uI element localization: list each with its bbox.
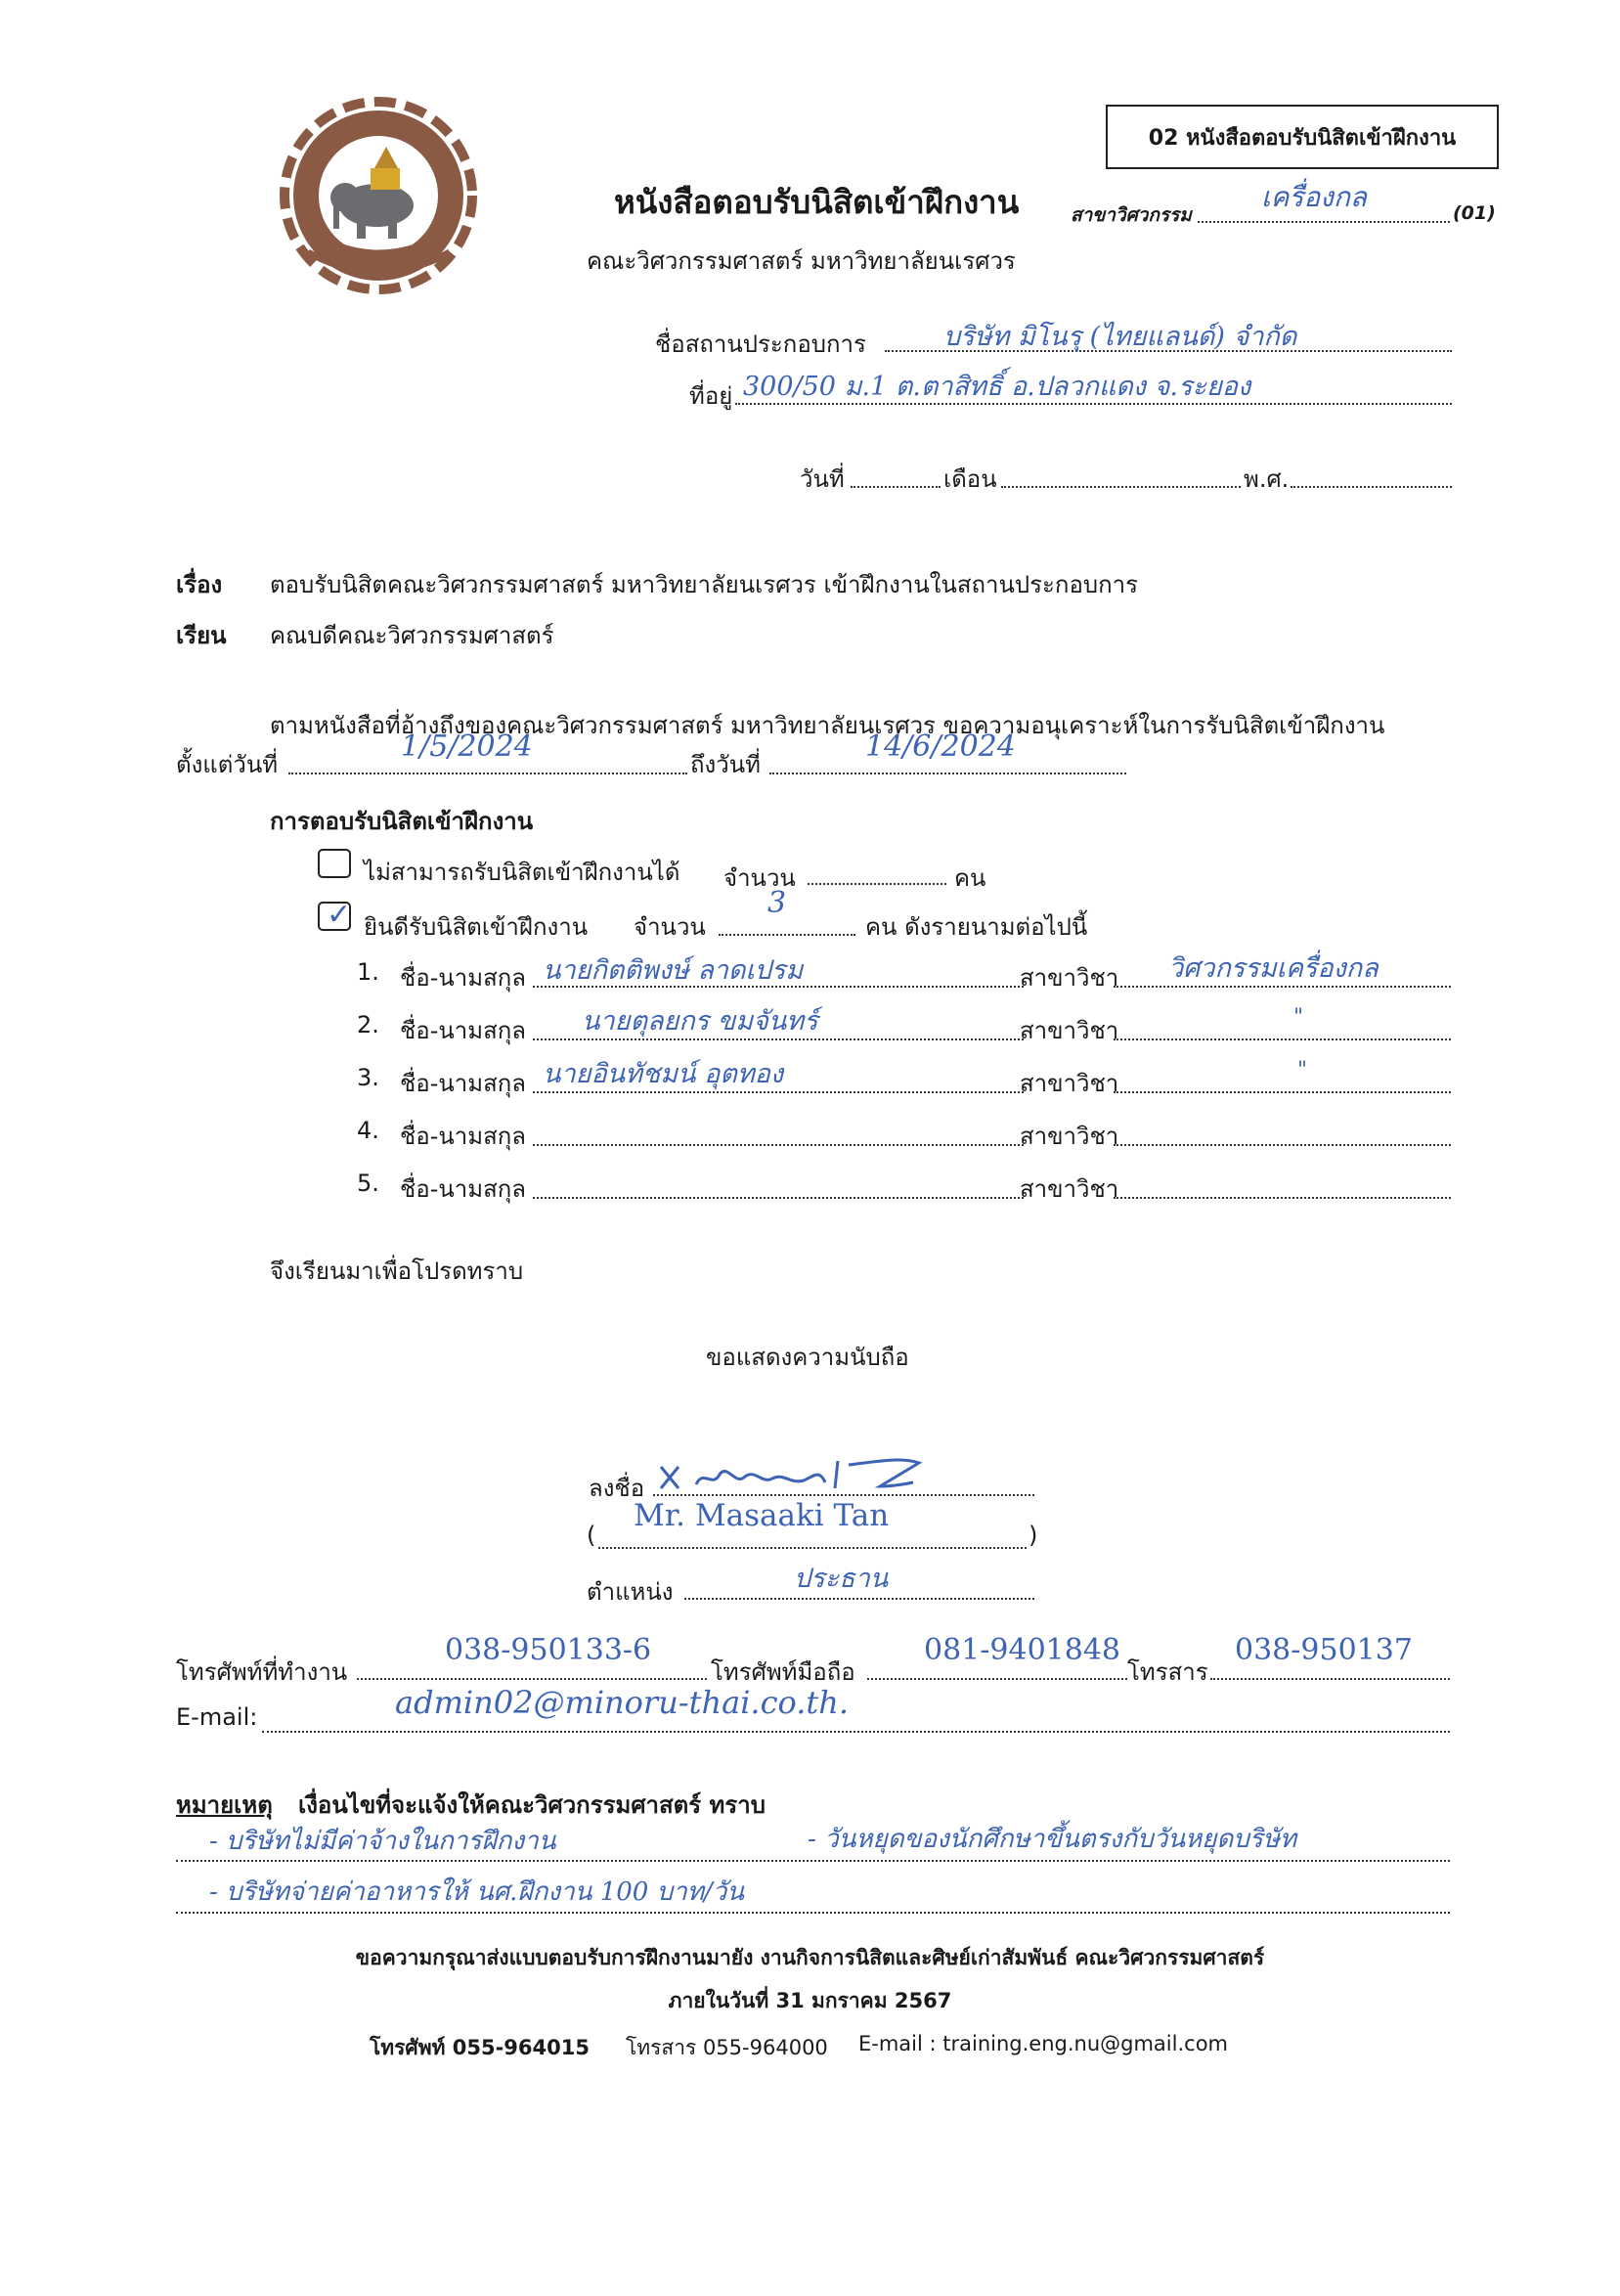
student-branch-label: สาขาวิชา [1020,1123,1119,1150]
student-branch: " [1293,1005,1304,1030]
accept-count-label: จำนวน [634,913,706,941]
student-name-label: ชื่อ-นามสกุล [400,964,526,992]
branch-label: สาขาวิศวกรรม [1071,204,1192,226]
branch-code: (01) [1453,202,1496,224]
branch-value: เครื่องกล [1261,181,1367,213]
student-no: 3. [357,1064,379,1091]
student-no: 2. [357,1011,379,1038]
footer-email: E-mail : training.eng.nu@gmail.com [858,2032,1228,2055]
student-name: นายตุลยกร ขมจันทร์ [582,1006,818,1037]
office-phone: 038-950133-6 [445,1633,652,1667]
faculty-logo [279,96,479,296]
signature-scribble [657,1449,931,1498]
from-date-label: ตั้งแต่วันที่ [176,751,279,778]
to-text: คณบดีคณะวิศวกรรมศาสตร์ [270,622,554,649]
check-mark: ✓ [327,898,352,932]
student-name-label: ชื่อ-นามสกุล [400,1123,526,1150]
email-label: E-mail: [176,1703,258,1731]
sign-label: ลงชื่อ [589,1475,645,1502]
reject-option-label: ไม่สามารถรับนิสิตเข้าฝึกงานได้ [364,859,680,886]
fax-label: โทรสาร [1127,1658,1208,1686]
name-close: ) [1029,1522,1038,1549]
accept-option-label: ยินดีรับนิสิตเข้าฝึกงาน [364,913,589,941]
month-label: เดือน [943,465,997,493]
closing-inform: จึงเรียนมาเพื่อโปรดทราบ [270,1258,524,1285]
name-open: ( [587,1522,596,1549]
company-name: บริษัท มิโนรุ (ไทยแลนด์) จำกัด [943,322,1297,352]
remark-line-1b: - วันหยุดของนักศึกษาขึ้นตรงกับวันหยุดบริษัท [808,1825,1296,1854]
from-date-value: 1/5/2024 [401,729,533,764]
position-label: ตำแหน่ง [587,1578,674,1606]
position-value: ประธาน [794,1564,889,1594]
remark-line-2: - บริษัทจ่ายค่าอาหารให้ นศ.ฝึกงาน 100 บาท/วัน [209,1877,744,1907]
form-code: 02 หนังสือตอบรับนิสิตเข้าฝึกงาน [1148,125,1457,151]
footer-phone: โทรศัพท์ 055-964015 [370,2036,590,2059]
remark-text: เงื่อนไขที่จะแจ้งให้คณะวิศวกรรมศาสตร์ ทราบ [298,1791,766,1819]
signer-name: Mr. Masaaki Tan [634,1498,890,1533]
closing-respect: ขอแสดงความนับถือ [706,1344,909,1371]
year-label: พ.ศ. [1244,465,1290,493]
student-no: 5. [357,1170,379,1197]
mobile-phone: 081-9401848 [924,1633,1121,1667]
reject-count-label: จำนวน [723,864,796,892]
faculty-name: คณะวิศวกรรมศาสตร์ มหาวิทยาลัยนเรศวร [587,247,1016,275]
reject-unit: คน [954,864,986,892]
remark-line-1a: - บริษัทไม่มีค่าจ้างในการฝึกงาน [209,1827,556,1856]
office-phone-label: โทรศัพท์ที่ทำงาน [176,1658,348,1686]
remark-label: หมายเหตุ [176,1791,273,1819]
accept-count-value: 3 [767,886,787,920]
page-title: หนังสือตอบรับนิสิตเข้าฝึกงาน [614,183,1020,221]
day-label: วันที่ [800,465,845,493]
accept-checkbox[interactable] [318,898,352,932]
student-branch-label: สาขาวิชา [1020,1017,1119,1044]
fax-number: 038-950137 [1235,1633,1413,1667]
student-no: 4. [357,1117,379,1144]
student-name-label: ชื่อ-นามสกุล [400,1175,526,1203]
student-name: นายอินทัชมน์ อุตทอง [543,1059,784,1089]
student-branch-label: สาขาวิชา [1020,1070,1119,1097]
mobile-label: โทรศัพท์มือถือ [711,1658,855,1686]
company-name-label: ชื่อสถานประกอบการ [655,331,866,358]
footer-line-2: ภายในวันที่ 31 มกราคม 2567 [668,1989,952,2012]
student-name-label: ชื่อ-นามสกุล [400,1070,526,1097]
footer-line-1: ขอความกรุณาส่งแบบตอบรับการฝึกงานมายัง งานกิจการนิสิตและศิษย์เก่าสัมพันธ์ คณะวิศวกรรมศาสตร์ [355,1946,1265,1969]
student-name-label: ชื่อ-นามสกุล [400,1017,526,1044]
body-paragraph: ตามหนังสือที่อ้างถึงของคณะวิศวกรรมศาสตร์ มหาวิทยาลัยนเรศวร ขอความอนุเคราะห์ในการรับนิสิตเข้าฝึกงาน [270,712,1385,739]
accept-unit: คน ดังรายนามต่อไปนี้ [865,913,1088,941]
to-date-label: ถึงวันที่ [690,751,761,778]
subject-text: ตอบรับนิสิตคณะวิศวกรรมศาสตร์ มหาวิทยาลัยนเรศวร เข้าฝึกงานในสถานประกอบการ [270,571,1139,598]
student-branch-label: สาขาวิชา [1020,1175,1119,1203]
address-label: ที่อยู่ [689,382,733,410]
response-heading: การตอบรับนิสิตเข้าฝึกงาน [270,808,534,835]
footer-fax: โทรสาร 055-964000 [626,2036,828,2059]
student-branch: " [1297,1058,1308,1082]
student-branch: วิศวกรรมเครื่องกล [1168,953,1379,984]
student-name: นายกิตติพงษ์ ลาดเปรม [543,955,804,986]
form-code-box [1106,105,1499,169]
subject-label: เรื่อง [176,571,223,598]
reject-checkbox[interactable] [318,849,351,878]
student-branch-label: สาขาวิชา [1020,964,1119,992]
to-date-value: 14/6/2024 [865,729,1016,764]
email-address: admin02@minoru-thai.co.th. [395,1684,850,1721]
company-address: 300/50 ม.1 ต.ตาสิทธิ์ อ.ปลวกแดง จ.ระยอง [743,372,1251,402]
to-label: เรียน [176,622,227,649]
student-no: 1. [357,958,379,986]
